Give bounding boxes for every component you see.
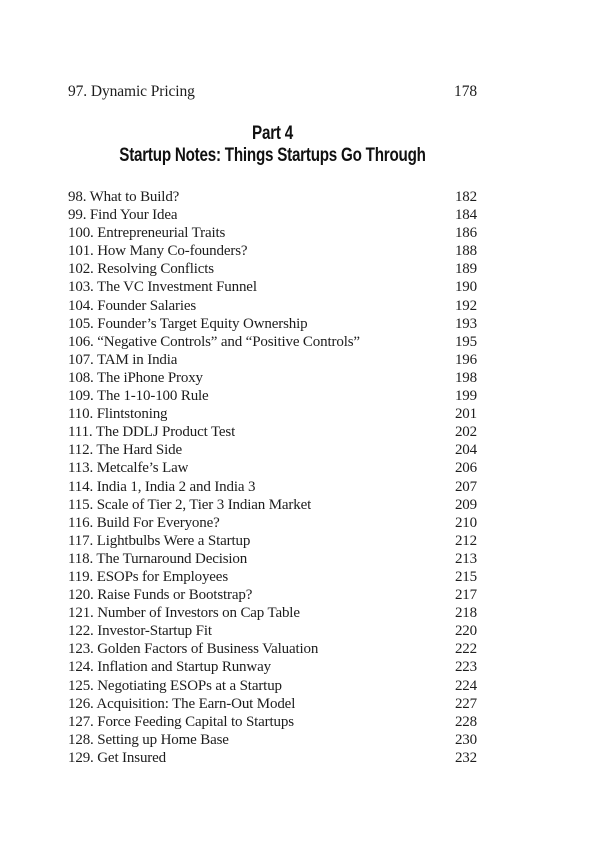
toc-entry-title: 110. Flintstoning <box>68 406 168 423</box>
toc-entry-page-number: 222 <box>454 641 477 658</box>
toc-entry-page-number: 188 <box>454 243 477 260</box>
toc-entry <box>68 604 477 622</box>
toc-entry-page-number: 213 <box>454 550 477 567</box>
toc-entry-page-number: 217 <box>454 587 477 604</box>
toc-entry <box>68 387 477 405</box>
toc-entry-page-number: 218 <box>454 605 477 622</box>
toc-entry <box>68 550 477 568</box>
toc-entry-title: 122. Investor-Startup Fit <box>68 623 212 640</box>
running-header-title: 97. Dynamic Pricing <box>68 83 195 100</box>
toc-entry <box>68 260 477 278</box>
toc-entry <box>68 278 477 296</box>
toc-entry-title: 123. Golden Factors of Business Valuation <box>68 641 319 658</box>
toc-entry-title: 119. ESOPs for Employees <box>68 568 229 585</box>
part-heading-number: Part 4 <box>252 122 293 144</box>
toc-entry-title: 125. Negotiating ESOPs at a Startup <box>68 677 282 694</box>
toc-entry-title: 113. Metcalfe’s Law <box>68 460 189 477</box>
toc-entry <box>68 242 477 260</box>
toc-entry <box>68 478 477 496</box>
toc-entry-title: 111. The DDLJ Product Test <box>68 424 236 441</box>
toc-entry-page-number: 232 <box>454 749 477 766</box>
toc-entry-title: 118. The Turnaround Decision <box>68 550 248 567</box>
toc-entry <box>68 405 477 423</box>
toc-entry <box>68 586 477 604</box>
toc-entry-page-number: 196 <box>454 351 477 368</box>
toc-entry-title: 103. The VC Investment Funnel <box>68 279 257 296</box>
toc-entry-title: 128. Setting up Home Base <box>68 731 229 748</box>
toc-entry-page-number: 192 <box>454 297 477 314</box>
toc-entry-page-number: 224 <box>454 677 477 694</box>
toc-entry-title: 108. The iPhone Proxy <box>68 369 203 386</box>
toc-entry-title: 126. Acquisition: The Earn-Out Model <box>68 695 296 712</box>
toc-entry <box>68 713 477 731</box>
toc-entry <box>68 459 477 477</box>
toc-entry-page-number: 186 <box>454 225 477 242</box>
toc-entry-page-number: 212 <box>454 532 477 549</box>
toc-entry-title: 105. Founder’s Target Equity Ownership <box>68 315 308 332</box>
toc-entry-page-number: 182 <box>454 189 477 205</box>
toc-entry-page-number: 195 <box>454 333 477 350</box>
toc-entry <box>68 677 477 695</box>
toc-entry <box>68 188 477 206</box>
toc-entry-title: 106. “Negative Controls” and “Positive Controls” <box>68 333 360 350</box>
toc-entry-page-number: 201 <box>454 406 477 423</box>
toc-entry <box>68 749 477 767</box>
toc-entry-page-number: 209 <box>454 496 477 513</box>
toc-entry-title: 107. TAM in India <box>68 351 178 368</box>
part-heading-title: Startup Notes: Things Startups Go Through <box>119 144 426 166</box>
toc-entry <box>68 369 477 387</box>
toc-entry <box>68 622 477 640</box>
running-header <box>68 82 477 101</box>
toc-entry-title: 117. Lightbulbs Were a Startup <box>68 532 251 549</box>
toc-entry <box>68 695 477 713</box>
page-content <box>68 0 477 767</box>
toc-entry-page-number: 189 <box>454 261 477 278</box>
toc-entry-page-number: 202 <box>454 424 477 441</box>
toc-entry <box>68 568 477 586</box>
toc-entry-page-number: 206 <box>454 460 477 477</box>
toc-entry-title: 109. The 1-10-100 Rule <box>68 388 209 405</box>
running-header-page-number: 178 <box>454 83 477 100</box>
toc-entry-page-number: 184 <box>454 207 477 224</box>
toc-list <box>68 188 477 767</box>
toc-entry-page-number: 227 <box>454 695 477 712</box>
toc-entry-title: 104. Founder Salaries <box>68 297 197 314</box>
toc-entry <box>68 731 477 749</box>
toc-entry <box>68 496 477 514</box>
toc-entry-page-number: 220 <box>454 623 477 640</box>
toc-entry <box>68 297 477 315</box>
toc-entry <box>68 315 477 333</box>
toc-entry-page-number: 228 <box>454 713 477 730</box>
toc-entry-page-number: 190 <box>454 279 477 296</box>
toc-entry-title: 100. Entrepreneurial Traits <box>68 225 226 242</box>
toc-entry-title: 99. Find Your Idea <box>68 207 178 224</box>
toc-entry <box>68 640 477 658</box>
toc-entry <box>68 658 477 676</box>
toc-entry <box>68 351 477 369</box>
toc-entry-page-number: 207 <box>454 478 477 495</box>
toc-entry-page-number: 210 <box>454 514 477 531</box>
toc-entry-page-number: 230 <box>454 731 477 748</box>
toc-entry-title: 124. Inflation and Startup Runway <box>68 659 271 676</box>
toc-entry-title: 115. Scale of Tier 2, Tier 3 Indian Market <box>68 496 312 513</box>
toc-entry <box>68 333 477 351</box>
toc-entry-page-number: 199 <box>454 388 477 405</box>
toc-entry <box>68 224 477 242</box>
toc-entry-page-number: 193 <box>454 315 477 332</box>
toc-entry-title: 116. Build For Everyone? <box>68 514 220 531</box>
toc-entry <box>68 441 477 459</box>
toc-entry-page-number: 223 <box>454 659 477 676</box>
toc-entry <box>68 514 477 532</box>
toc-entry-title: 101. How Many Co-founders? <box>68 243 248 260</box>
toc-entry <box>68 423 477 441</box>
toc-entry-title: 102. Resolving Conflicts <box>68 261 214 278</box>
toc-entry-title: 98. What to Build? <box>68 189 180 205</box>
toc-entry <box>68 532 477 550</box>
toc-entry <box>68 206 477 224</box>
part-heading <box>113 122 432 166</box>
toc-entry-title: 129. Get Insured <box>68 749 166 766</box>
toc-entry-title: 120. Raise Funds or Bootstrap? <box>68 587 253 604</box>
toc-entry-title: 114. India 1, India 2 and India 3 <box>68 478 256 495</box>
toc-entry-title: 127. Force Feeding Capital to Startups <box>68 713 294 730</box>
toc-entry-title: 121. Number of Investors on Cap Table <box>68 605 300 622</box>
toc-entry-title: 112. The Hard Side <box>68 442 182 459</box>
toc-entry-page-number: 198 <box>454 369 477 386</box>
toc-entry-page-number: 204 <box>454 442 477 459</box>
toc-entry-page-number: 215 <box>454 568 477 585</box>
